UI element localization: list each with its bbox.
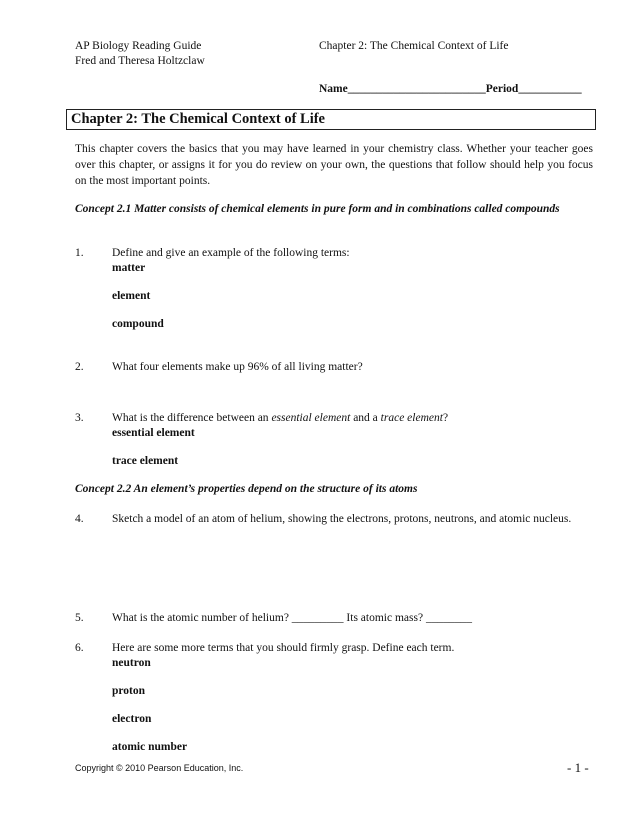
- term-atomic-number: atomic number: [112, 741, 188, 753]
- question-6-number: 6.: [75, 642, 84, 654]
- term-trace-element: trace element: [112, 455, 179, 467]
- footer-copyright: Copyright © 2010 Pearson Education, Inc.: [75, 763, 244, 773]
- term-matter: matter: [112, 262, 146, 274]
- question-3-emphasis-trace: trace element: [380, 412, 443, 424]
- question-1-number: 1.: [75, 247, 84, 259]
- chapter-title-box: [66, 109, 596, 130]
- term-neutron: neutron: [112, 657, 151, 669]
- chapter-title: Chapter 2: The Chemical Context of Life: [71, 111, 325, 127]
- question-3-text-post: ?: [442, 412, 449, 424]
- footer-page-number: - 1 -: [567, 760, 589, 775]
- term-element: element: [112, 290, 151, 302]
- question-3-text-pre: What is the difference between an: [112, 412, 272, 424]
- concept-2-1-heading: Concept 2.1 Matter consists of chemical elements in pure form and in combinations called compounds: [75, 203, 560, 215]
- question-2-number: 2.: [75, 361, 84, 373]
- term-proton: proton: [112, 685, 146, 697]
- term-electron: electron: [112, 713, 152, 725]
- term-compound: compound: [112, 318, 164, 330]
- question-3-text: [112, 410, 448, 426]
- question-3-text-mid: and a: [350, 412, 381, 424]
- question-5-text: What is the atomic number of helium? _________ Its atomic mass? ________: [112, 612, 472, 624]
- question-3-emphasis-essential: essential element: [271, 412, 351, 424]
- header-chapter: Chapter 2: The Chemical Context of Life: [319, 40, 509, 52]
- concept-2-2-heading: Concept 2.2 An element’s properties depend on the structure of its atoms: [75, 483, 418, 495]
- question-6-text: Here are some more terms that you should firmly grasp. Define each term.: [112, 642, 455, 654]
- question-3-number: 3.: [75, 412, 84, 424]
- header-guide-title: AP Biology Reading Guide: [75, 40, 202, 52]
- question-5-number: 5.: [75, 612, 84, 624]
- question-1-text: Define and give an example of the following terms:: [112, 247, 350, 259]
- intro-paragraph: This chapter covers the basics that you may have learned in your chemistry class. Whether your teacher goes over this chapter, or assigns it for you do review on your own, the questions that follow should help you focus on the most important points.: [75, 143, 593, 187]
- term-essential-element: essential element: [112, 427, 195, 439]
- header-authors: Fred and Theresa Holtzclaw: [75, 55, 205, 67]
- question-4-text: Sketch a model of an atom of helium, showing the electrons, protons, neutrons, and atomic nucleus.: [112, 513, 572, 525]
- name-period-line: Name________________________Period___________: [319, 83, 582, 95]
- question-4-number: 4.: [75, 513, 84, 525]
- question-2-text: What four elements make up 96% of all living matter?: [112, 361, 363, 373]
